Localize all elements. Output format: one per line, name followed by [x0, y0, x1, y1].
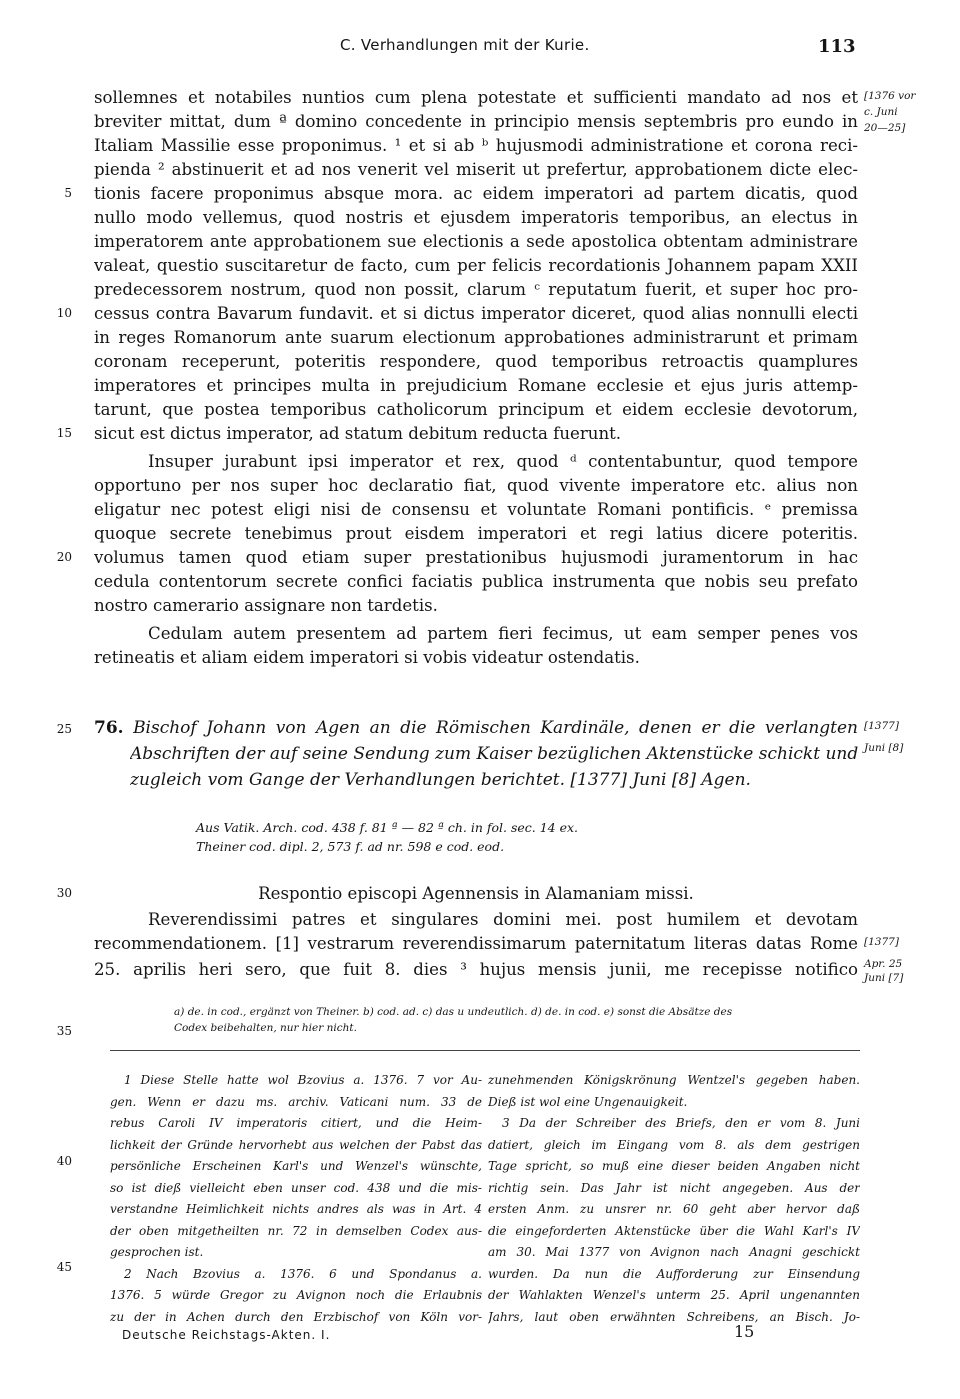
text-line: tarunt, que postea temporibus catholicorum principum et eidem ecclesie devotorum, — [94, 400, 858, 419]
footnote-line: am 30. Mai 1377 von Avignon nach Anagni geschickt — [488, 1245, 860, 1259]
margin-date-note: c. Juni — [864, 106, 898, 118]
line-number: 25 — [56, 722, 72, 736]
text-line: cedula contentorum secrete confici faciatis publica instrumenta que nobis seu prefato — [94, 572, 858, 591]
line-number: 40 — [56, 1154, 72, 1168]
margin-date-note: Apr. 25 — [864, 958, 903, 970]
footnote-line: 1 Diese Stelle hatte wol Bzovius a. 1376. 7 vor Au- — [124, 1073, 482, 1087]
footnote-line: 1376. 5 würde Gregor zu Avignon noch die Erlaubnis — [110, 1288, 482, 1302]
footnote-line: gesprochen ist. — [110, 1245, 204, 1259]
line-number: 20 — [56, 550, 72, 564]
text-line: cessus contra Bavarum fundavit. et si dictus imperator diceret, quod alias nonnulli electi — [94, 304, 858, 323]
footnote-line: richtig sein. Das Jahr ist nicht angegeben. Aus der — [488, 1180, 860, 1195]
page-header — [0, 36, 960, 62]
text-line: imperatorem ante approbationem sue electionis a sede apostolica obtentam administrare — [94, 232, 858, 251]
text-line: breviter mittat, dum ª domino concedente in principio mensis septembris pro eundo in — [94, 112, 858, 131]
text-line: eligatur nec potest eligi nisi de consensu et voluntate Romani pontificis. ᵉ premissa — [94, 500, 858, 519]
text-line: recommendationem. [1] vestrarum reverendissimarum paternitatum literas datas Rome — [94, 934, 858, 953]
text-line: quoque secrete tenebimus prout eisdem imperatori et regi latius dicere poteritis. — [94, 524, 858, 543]
footnote-line: Jahrs, laut oben erwähnten Schreibens, an Bisch. Jo- — [488, 1309, 860, 1324]
text-line: Insuper jurabunt ipsi imperator et rex, quod ᵈ contentabuntur, quod tempore — [148, 452, 858, 471]
footer-signature-number: 15 — [734, 1322, 755, 1341]
footnote-line: so ist dieß vielleicht eben unser cod. 438 und die mis- — [110, 1180, 482, 1195]
footnote-line: der Wahlakten Wenzel's unterm 25. April ungenannten — [488, 1288, 860, 1302]
line-number: 5 — [64, 186, 72, 200]
text-line: pienda ² abstinuerit et ad nos venerit vel miserit ut prefertur, approbationem dicte elec- — [94, 160, 858, 179]
margin-date-note: [1377] — [864, 936, 899, 948]
footnote-line: gen. Wenn er dazu ms. archiv. Vaticani num. 33 de — [110, 1094, 482, 1109]
heading-line: Abschriften der auf seine Sendung zum Kaiser bezüglichen Aktenstücke schickt und — [130, 744, 858, 764]
margin-date-note: [1376 vor — [864, 90, 916, 102]
footnote-line: Dieß ist wol eine Ungenauigkeit. — [488, 1094, 688, 1109]
line-number: 35 — [56, 1024, 72, 1038]
text-line: retineatis et aliam eidem imperatori si vobis videatur ostendatis. — [94, 648, 640, 667]
footnote-line: persönliche Erscheinen Karl's und Wenzel's wünschte, — [110, 1159, 482, 1173]
text-line: 25. aprilis heri sero, que fuit 8. dies ³ hujus mensis junii, me recepisse notifico — [94, 960, 858, 979]
footnote-line: verstandne Heimlichkeit nichts andres als was in Art. 4 — [110, 1202, 482, 1216]
text-line: Cedulam autem presentem ad partem fieri fecimus, ut eam semper penes vos — [148, 624, 858, 643]
page-number: 113 — [818, 36, 856, 57]
running-title: C. Verhandlungen mit der Kurie. — [340, 36, 590, 54]
text-line: valeat, questio suscitaretur de facto, cum per felicis recordationis Johannem papam XXII — [94, 256, 858, 275]
margin-date-note: Juni [8] — [864, 742, 904, 754]
apparatus-line: Codex beibehalten, nur hier nicht. — [174, 1022, 357, 1034]
line-number: 45 — [56, 1260, 72, 1274]
apparatus-line: a) de. in cod., ergänzt von Theiner. b) cod. ad. c) das u undeutlich. d) de. in cod. e) sonst die Absätze des — [174, 1006, 733, 1018]
text-line: predecessorem nostrum, quod non possit, clarum ᶜ reputatum fuerit, et super hoc pro- — [94, 280, 858, 299]
footnote-divider — [110, 1050, 860, 1051]
text-line: nullo modo vellemus, quod nostris et ejusdem imperatoris temporibus, an electus in — [94, 208, 858, 227]
footnote-line: ersten Anm. zu unsrer nr. 60 geht aber hervor daß — [488, 1202, 860, 1216]
footer-series-title: Deutsche Reichstags-Akten. I. — [122, 1328, 331, 1342]
footnote-line: der oben mitgetheilten nr. 72 in demselben Codex aus- — [110, 1223, 482, 1238]
source-line: Theiner cod. dipl. 2, 573 f. ad nr. 598 e cod. eod. — [196, 839, 505, 854]
letter-rubric: Respontio episcopi Agennensis in Alamaniam missi. — [258, 884, 694, 903]
source-line: Aus Vatik. Arch. cod. 438 f. 81 ª — 82 ª ch. in fol. sec. 14 ex. — [196, 820, 579, 835]
footnote-line: lichkeit der Gründe hervorhebt aus welchen der Pabst das — [110, 1137, 482, 1152]
text-line: sollemnes et notabiles nuntios cum plena potestate et sufficienti mandato ad nos et — [94, 88, 858, 107]
text-line: volumus tamen quod etiam super prestationibus hujusmodi juramentorum in hac — [94, 548, 858, 567]
footnote-line: 2 Nach Bzovius a. 1376. 6 und Spondanus a. — [124, 1266, 482, 1281]
footnote-line: die eingeforderten Aktenstücke über die Wahl Karl's IV — [488, 1223, 860, 1238]
section-number: 76. — [94, 718, 124, 738]
footnote-line: 3 Da der Schreiber des Briefs, den er vom 8. Juni — [502, 1116, 860, 1130]
text-line: nostro camerario assignare non tardetis. — [94, 596, 438, 615]
text-line: tionis facere proponimus absque mora. ac eidem imperatori ad partem dicatis, quod — [94, 184, 858, 203]
footnote-line: rebus Caroli IV imperatoris citiert, und die Heim- — [110, 1116, 482, 1130]
text-line: Italiam Massilie esse proponimus. ¹ et si ab ᵇ hujusmodi administratione et corona reci- — [94, 136, 858, 155]
heading-line-text: Bischof Johann von Agen an die Römischen Kardinäle, denen er die verlangten — [133, 718, 858, 738]
margin-date-note: 20—25] — [864, 122, 906, 134]
text-line: in reges Romanorum ante suarum electionum approbationes administrarunt et primam — [94, 328, 858, 347]
heading-line: zugleich vom Gange der Verhandlungen berichtet. [1377] Juni [8] Agen. — [130, 770, 751, 790]
line-number: 10 — [56, 306, 72, 320]
text-line: Reverendissimi patres et singulares domini mei. post humilem et devotam — [148, 910, 858, 929]
footnote-line: wurden. Da nun die Aufforderung zur Einsendung — [488, 1266, 860, 1281]
footnote-line: Tage spricht, so muß eine dieser beiden Angaben nicht — [488, 1159, 860, 1173]
margin-date-note: Juni [7] — [864, 972, 904, 984]
text-line: imperatores et principes multa in prejudicium Romane ecclesie et ejus juris attemp- — [94, 376, 858, 395]
footnote-line: zunehmenden Königskrönung Wentzel's gegeben haben. — [488, 1073, 860, 1087]
text-line: coronam receperunt, poteritis respondere, quod temporibus retroactis quamplures — [94, 352, 858, 371]
text-line: sicut est dictus imperator, ad statum debitum reducta fuerunt. — [94, 424, 622, 443]
footnote-line: datiert, gleich im Eingang vom 8. als dem gestrigen — [488, 1137, 860, 1152]
footnote-line: zu der in Achen durch den Erzbischof von Köln vor- — [110, 1309, 482, 1324]
heading-line — [94, 716, 858, 740]
line-number: 15 — [56, 426, 72, 440]
line-number: 30 — [56, 886, 72, 900]
text-line: opportuno per nos super hoc declaratio fiat, quod vivente imperatore etc. alius non — [94, 476, 858, 495]
margin-date-note: [1377] — [864, 720, 899, 732]
